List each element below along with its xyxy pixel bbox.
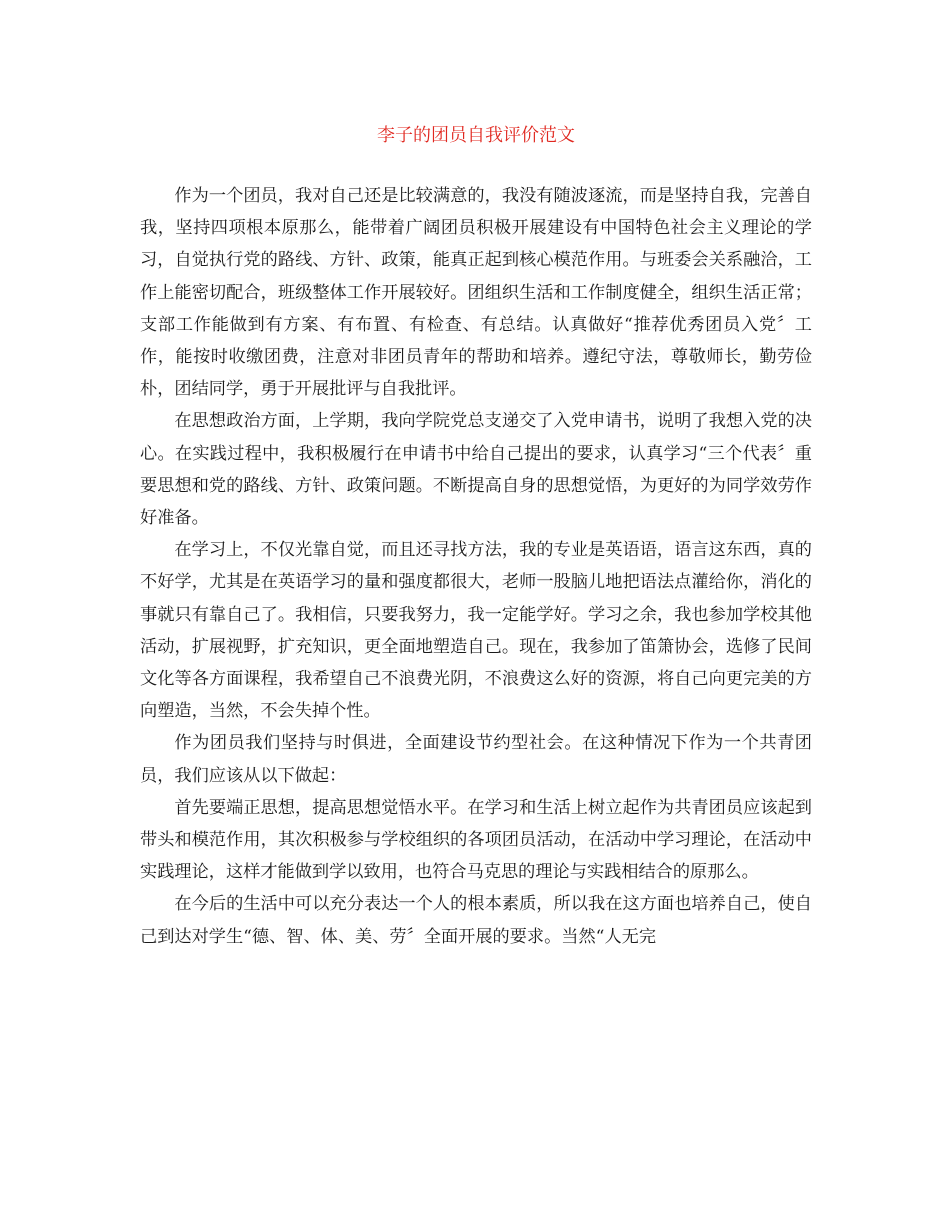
paragraph-membership: 作为一个团员，我对自己还是比较满意的，我没有随波逐流，而是坚持自我，完善自我，坚持四项根本原那么，能带着广阔团员积极开展建设有中国特色社会主义理论的学习，自觉执行党的路线、方针、政策，能真正起到核心模范作用。与班委会关系融洽，工作上能密切配合，班级整体工作开展较好。团组织生活和工作制度健全，组织生活正常；支部工作能做到有方案、有布置、有检查、有总结。认真做好“推荐优秀团员入党〞工作，能按时收缴团费，注意对非团员青年的帮助和培养。遵纪守法，尊敬师长，勤劳俭朴，团结同学，勇于开展批评与自我批评。 — [140, 186, 812, 400]
paragraph-correct-thinking: 首先要端正思想，提高思想觉悟水平。在学习和生活上树立起作为共青团员应该起到带头和模范作用，其次积极参与学校组织的各项团员活动，在活动中学习理论，在活动中实践理论，这样才能做到学以致用，也符合马克思的理论与实践相结合的原那么。 — [140, 797, 812, 883]
paragraph-frugal-society: 作为团员我们坚持与时俱进，全面建设节约型社会。在这种情况下作为一个共青团员，我们应该从以下做起： — [140, 733, 812, 786]
document-body — [140, 180, 812, 953]
document-title: 李子的团员自我评价范文 — [377, 125, 575, 146]
document-page — [140, 0, 812, 1230]
paragraph-study: 在学习上，不仅光靠自觉，而且还寻找方法，我的专业是英语语，语言这东西，真的不好学，尤其是在英语学习的量和强度都很大，老师一股脑儿地把语法点灌给你，消化的事就只有靠自己了。我相信，只要我努力，我一定能学好。学习之余，我也参加学校其他活动，扩展视野，扩充知识，更全面地塑造自己。现在，我参加了笛箫协会，选修了民间文化等各方面课程，我希望自己不浪费光阴，不浪费这么好的资源，将自己向更完美的方向塑造，当然，不会失掉个性。 — [140, 540, 812, 722]
paragraph-future-life: 在今后的生活中可以充分表达一个人的根本素质，所以我在这方面也培养自己，使自己到达对学生“德、智、体、美、劳〞全面开展的要求。当然“人无完 — [140, 894, 812, 947]
paragraph-political-thought: 在思想政治方面，上学期，我向学院党总支递交了入党申请书，说明了我想入党的决心。在实践过程中，我积极履行在申请书中给自己提出的要求，认真学习“三个代表〞重要思想和党的路线、方针、政策问题。不断提高自身的思想觉悟，为更好的为同学效劳作好准备。 — [140, 411, 812, 529]
